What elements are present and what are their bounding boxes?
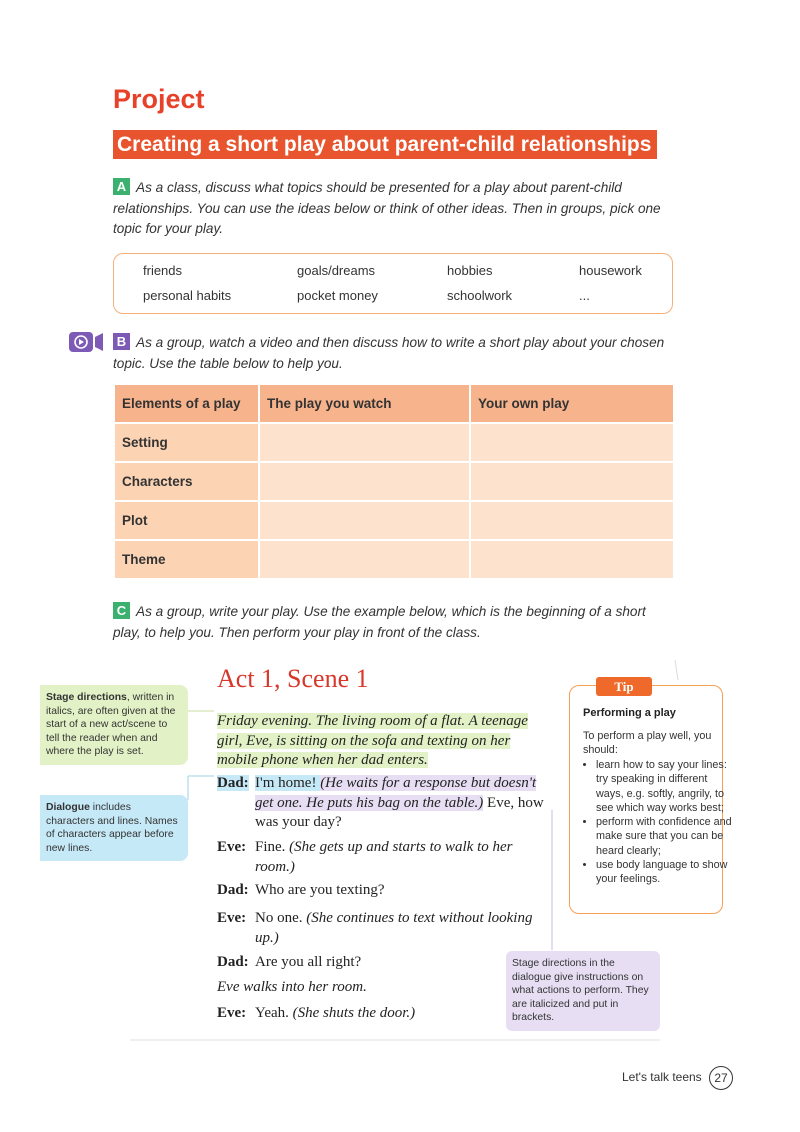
line-text: Who are you texting? xyxy=(255,882,385,898)
task-c xyxy=(113,602,673,643)
table-row xyxy=(114,501,674,540)
note-text: , written in italics, are often given at the start of a new act/scene to tell the reader when and where the play is set. xyxy=(46,692,176,758)
row-label: Theme xyxy=(114,540,259,579)
note-term: Stage directions xyxy=(46,692,127,703)
note-stage-directions xyxy=(40,685,188,765)
line-text: No one. xyxy=(255,910,307,926)
table-cell[interactable] xyxy=(259,462,470,501)
line-stage-direction: (She gets up and starts to walk to her room.) xyxy=(255,839,513,875)
tip-item: • perform with confidence and make sure that you can be heard clearly; xyxy=(596,815,732,858)
task-b xyxy=(113,333,673,374)
table-row xyxy=(114,423,674,462)
table-header: Elements of a play xyxy=(114,384,259,423)
page-number: 27 xyxy=(709,1066,733,1090)
speaker-name: Eve: xyxy=(217,910,247,926)
tip-label: Tip xyxy=(596,677,652,696)
speaker-name: Eve: xyxy=(217,839,247,855)
play-line xyxy=(217,1004,552,1024)
task-a-text: As a class, discuss what topics should be presented for a play about parent-child relationships. You can use the ideas below or think of other ideas. Then in groups, pick one topic for your play. xyxy=(113,180,661,236)
topics-box xyxy=(113,253,673,314)
tip-title: Performing a play xyxy=(583,707,676,719)
table-row xyxy=(114,540,674,579)
note-stage-directions-dialogue: Stage directions in the dialogue give instructions on what actions to perform. They are italicized and put in brackets. xyxy=(506,951,660,1031)
topic-item: friends xyxy=(143,263,183,278)
row-label: Characters xyxy=(114,462,259,501)
table-row xyxy=(114,462,674,501)
task-a xyxy=(113,178,673,240)
speaker-name: Eve: xyxy=(217,1005,247,1021)
tip-list xyxy=(580,758,732,887)
row-label: Setting xyxy=(114,423,259,462)
table-header-row xyxy=(114,384,674,423)
play-direction xyxy=(217,978,517,998)
page-title: Project xyxy=(113,84,205,114)
note-term: Dialogue xyxy=(46,802,90,813)
task-c-badge: C xyxy=(113,602,130,619)
table-cell[interactable] xyxy=(470,423,674,462)
project-subtitle: Creating a short play about parent-child relationships xyxy=(113,130,657,159)
table-cell[interactable] xyxy=(259,501,470,540)
play-line xyxy=(217,881,552,901)
table-cell[interactable] xyxy=(259,540,470,579)
line-text: Yeah. xyxy=(255,1005,293,1021)
topic-item: goals/dreams xyxy=(297,263,376,278)
tip-item: • use body language to show your feelings. xyxy=(596,858,732,887)
play-line xyxy=(217,953,552,973)
tip-intro: To perform a play well, you should: xyxy=(583,730,712,757)
video-icon[interactable] xyxy=(68,331,104,353)
speaker-name: Dad: xyxy=(217,954,249,970)
table-cell[interactable] xyxy=(470,540,674,579)
line-text: Are you all right? xyxy=(255,954,362,970)
line-stage-direction: (He waits for a response but doesn't get one. He puts his bag on the table.) xyxy=(255,775,537,811)
play-line xyxy=(217,774,552,833)
task-a-badge: A xyxy=(113,178,130,195)
play-opening xyxy=(217,712,547,771)
task-c-text: As a group, write your play. Use the example below, which is the beginning of a short play, to help you. Then perform your play in front of the class. xyxy=(113,604,646,640)
opening-stage-direction: Friday evening. The living room of a flat. A teenage girl, Eve, is sitting on the sofa and texting on her mobile phone when her dad enters. xyxy=(217,713,528,768)
note-text: includes characters and lines. Names of characters appear before new lines. xyxy=(46,802,178,854)
topic-item: schoolwork xyxy=(447,288,513,303)
task-b-text: As a group, watch a video and then discuss how to write a short play about your chosen topic. Use the table below to help you. xyxy=(113,335,665,371)
topic-item: personal habits xyxy=(143,288,232,303)
task-b-badge: B xyxy=(113,333,130,350)
table-cell[interactable] xyxy=(470,462,674,501)
stage-direction: Eve walks into her room. xyxy=(217,979,367,995)
elements-table xyxy=(113,383,675,580)
line-stage-direction: (She continues to text without looking up.) xyxy=(255,910,533,946)
note-dialogue xyxy=(40,795,188,861)
line-text: Eve, how was your day? xyxy=(255,794,544,830)
table-header: Your own play xyxy=(470,384,674,423)
table-cell[interactable] xyxy=(470,501,674,540)
topic-item: pocket money xyxy=(297,288,378,303)
tip-item: • learn how to say your lines: try speaking in different ways, e.g. softly, angrily, to see which way works best; xyxy=(596,758,732,815)
play-line xyxy=(217,838,552,877)
footer-text: Let's talk teens xyxy=(622,1070,702,1084)
play-line xyxy=(217,909,552,948)
line-text: I'm home! xyxy=(255,775,321,791)
table-header: The play you watch xyxy=(259,384,470,423)
line-stage-direction: (She shuts the door.) xyxy=(292,1005,416,1021)
speaker-name: Dad: xyxy=(217,775,249,791)
topic-item: housework xyxy=(579,263,642,278)
line-text: Fine. xyxy=(255,839,290,855)
table-cell[interactable] xyxy=(259,423,470,462)
topic-item: hobbies xyxy=(447,263,493,278)
row-label: Plot xyxy=(114,501,259,540)
speaker-name: Dad: xyxy=(217,882,249,898)
act-title: Act 1, Scene 1 xyxy=(217,664,369,693)
topic-item: ... xyxy=(579,288,590,303)
